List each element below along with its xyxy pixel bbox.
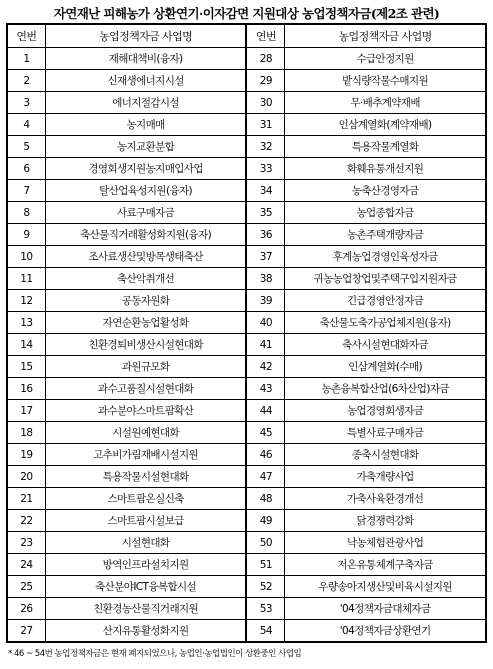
row-number-cell: 3 xyxy=(7,92,45,114)
row-number-cell: 8 xyxy=(7,202,45,224)
fund-name-cell: 농업종합자금 xyxy=(285,202,486,224)
table-row xyxy=(7,202,486,224)
fund-name-cell: 긴급경영안정자금 xyxy=(285,290,486,312)
fund-name-cell: 수급안정지원 xyxy=(285,48,486,70)
row-number-cell: 22 xyxy=(7,510,45,532)
table-row xyxy=(7,180,486,202)
fund-name-cell: 과수분야스마트팜확산 xyxy=(45,400,246,422)
row-number-cell: 9 xyxy=(7,224,45,246)
table-row xyxy=(7,48,486,70)
row-number-cell: 43 xyxy=(246,378,284,400)
row-number-cell: 44 xyxy=(246,400,284,422)
row-number-cell: 29 xyxy=(246,70,284,92)
fund-name-cell: 탈산업육성지원(융자) xyxy=(45,180,246,202)
fund-name-cell: 스마트팜시설보급 xyxy=(45,510,246,532)
fund-name-cell: 종축시설현대화 xyxy=(285,444,486,466)
row-number-cell: 27 xyxy=(7,620,45,643)
row-number-cell: 13 xyxy=(7,312,45,334)
row-number-cell: 16 xyxy=(7,378,45,400)
fund-name-cell: 귀농농업창업및주택구입지원자금 xyxy=(285,268,486,290)
fund-name-cell: 축사시설현대화자금 xyxy=(285,334,486,356)
row-number-cell: 6 xyxy=(7,158,45,180)
fund-name-cell: 고추비가림재배시설지원 xyxy=(45,444,246,466)
fund-name-cell: 저온유통체계구축자금 xyxy=(285,554,486,576)
fund-name-cell: 조사료생산및방목생태축산 xyxy=(45,246,246,268)
fund-name-cell: 과원규모화 xyxy=(45,356,246,378)
fund-name-cell: 후계농업경영인육성자금 xyxy=(285,246,486,268)
row-number-cell: 40 xyxy=(246,312,284,334)
fund-name-cell: 농촌주택개량자금 xyxy=(285,224,486,246)
row-number-cell: 17 xyxy=(7,400,45,422)
row-number-cell: 47 xyxy=(246,466,284,488)
row-number-cell: 2 xyxy=(7,70,45,92)
row-number-cell: 11 xyxy=(7,268,45,290)
table-row xyxy=(7,224,486,246)
row-number-cell: 28 xyxy=(246,48,284,70)
fund-name-cell: 인삼계열화(수매) xyxy=(285,356,486,378)
fund-name-cell: '04정책자금대체자금 xyxy=(285,598,486,620)
table-row xyxy=(7,268,486,290)
fund-name-cell: 축산악취개선 xyxy=(45,268,246,290)
row-number-cell: 15 xyxy=(7,356,45,378)
table-row xyxy=(7,136,486,158)
fund-name-cell: 화훼유통개선지원 xyxy=(285,158,486,180)
row-number-cell: 45 xyxy=(246,422,284,444)
table-row xyxy=(7,554,486,576)
row-number-cell: 33 xyxy=(246,158,284,180)
table-row xyxy=(7,92,486,114)
fund-name-cell: 농지교환분합 xyxy=(45,136,246,158)
table-row xyxy=(7,422,486,444)
row-number-cell: 35 xyxy=(246,202,284,224)
table-row xyxy=(7,598,486,620)
fund-name-cell: 농축산경영자금 xyxy=(285,180,486,202)
fund-name-cell: 재해대책비(융자) xyxy=(45,48,246,70)
header-no-right: 연번 xyxy=(246,24,284,48)
table-row xyxy=(7,158,486,180)
row-number-cell: 50 xyxy=(246,532,284,554)
fund-name-cell: 우량송아지생산및비육시설지원 xyxy=(285,576,486,598)
fund-name-cell: 자연순환농업활성화 xyxy=(45,312,246,334)
fund-name-cell: 인삼계열화(계약재배) xyxy=(285,114,486,136)
fund-name-cell: 특별사료구매자금 xyxy=(285,422,486,444)
row-number-cell: 42 xyxy=(246,356,284,378)
row-number-cell: 19 xyxy=(7,444,45,466)
table-row xyxy=(7,378,486,400)
table-row xyxy=(7,532,486,554)
table-header-row xyxy=(7,24,486,48)
header-name-left: 농업정책자금 사업명 xyxy=(45,24,246,48)
row-number-cell: 48 xyxy=(246,488,284,510)
fund-name-cell: 시설원예현대화 xyxy=(45,422,246,444)
header-no-left: 연번 xyxy=(7,24,45,48)
fund-name-cell: 무·배추계약재배 xyxy=(285,92,486,114)
footnote: * 46 ~ 54번 농업정책자금은 현재 폐지되었으나, 농업인·농업법인이 상환중인 사업임 xyxy=(8,649,302,659)
row-number-cell: 12 xyxy=(7,290,45,312)
fund-name-cell: 에너지절감시설 xyxy=(45,92,246,114)
table-row xyxy=(7,620,486,643)
fund-name-cell: 과수고품질시설현대화 xyxy=(45,378,246,400)
row-number-cell: 24 xyxy=(7,554,45,576)
table-row xyxy=(7,290,486,312)
row-number-cell: 37 xyxy=(246,246,284,268)
fund-name-cell: 밭식량작물수매지원 xyxy=(285,70,486,92)
row-number-cell: 30 xyxy=(246,92,284,114)
row-number-cell: 41 xyxy=(246,334,284,356)
fund-name-cell: 축산물도축가공업체지원(융자) xyxy=(285,312,486,334)
row-number-cell: 25 xyxy=(7,576,45,598)
row-number-cell: 49 xyxy=(246,510,284,532)
fund-name-cell: 농업경영회생자금 xyxy=(285,400,486,422)
fund-name-cell: 낙농체험관광사업 xyxy=(285,532,486,554)
row-number-cell: 23 xyxy=(7,532,45,554)
fund-name-cell: 닭경쟁력강화 xyxy=(285,510,486,532)
table-row xyxy=(7,246,486,268)
table-row xyxy=(7,400,486,422)
row-number-cell: 26 xyxy=(7,598,45,620)
row-number-cell: 32 xyxy=(246,136,284,158)
table-row xyxy=(7,356,486,378)
table-row xyxy=(7,466,486,488)
fund-name-cell: 친환경농산물직거래지원 xyxy=(45,598,246,620)
row-number-cell: 18 xyxy=(7,422,45,444)
fund-name-cell: 사료구매자금 xyxy=(45,202,246,224)
row-number-cell: 1 xyxy=(7,48,45,70)
fund-name-cell: 경영회생지원농지매입사업 xyxy=(45,158,246,180)
table-row xyxy=(7,444,486,466)
fund-name-cell: 축산분야ICT융복합시설 xyxy=(45,576,246,598)
row-number-cell: 38 xyxy=(246,268,284,290)
fund-name-cell: 농촌융복합산업(6차산업)자금 xyxy=(285,378,486,400)
fund-name-cell: 가축개량사업 xyxy=(285,466,486,488)
row-number-cell: 10 xyxy=(7,246,45,268)
row-number-cell: 34 xyxy=(246,180,284,202)
header-name-right: 농업정책자금 사업명 xyxy=(285,24,486,48)
row-number-cell: 14 xyxy=(7,334,45,356)
fund-name-cell: 공동자원화 xyxy=(45,290,246,312)
fund-name-cell: 친환경퇴비생산시설현대화 xyxy=(45,334,246,356)
fund-name-cell: 산지유통활성화지원 xyxy=(45,620,246,643)
page-title: 자연재난 피해농가 상환연기·이자감면 지원대상 농업정책자금(제2조 관련) xyxy=(53,6,440,21)
row-number-cell: 31 xyxy=(246,114,284,136)
policy-fund-table xyxy=(6,23,487,643)
row-number-cell: 54 xyxy=(246,620,284,643)
fund-name-cell: 방역인프라설치지원 xyxy=(45,554,246,576)
fund-name-cell: 특용작물시설현대화 xyxy=(45,466,246,488)
row-number-cell: 46 xyxy=(246,444,284,466)
row-number-cell: 4 xyxy=(7,114,45,136)
fund-name-cell: '04정책자금상환연기 xyxy=(285,620,486,643)
row-number-cell: 39 xyxy=(246,290,284,312)
fund-name-cell: 스마트팜온실신축 xyxy=(45,488,246,510)
row-number-cell: 53 xyxy=(246,598,284,620)
row-number-cell: 20 xyxy=(7,466,45,488)
table-row xyxy=(7,70,486,92)
fund-name-cell: 시설현대화 xyxy=(45,532,246,554)
row-number-cell: 7 xyxy=(7,180,45,202)
table-body xyxy=(7,48,486,643)
table-row xyxy=(7,334,486,356)
row-number-cell: 21 xyxy=(7,488,45,510)
fund-name-cell: 농지매매 xyxy=(45,114,246,136)
fund-name-cell: 신재생에너지시설 xyxy=(45,70,246,92)
row-number-cell: 52 xyxy=(246,576,284,598)
row-number-cell: 51 xyxy=(246,554,284,576)
fund-name-cell: 특용작물계열화 xyxy=(285,136,486,158)
fund-name-cell: 축산물직거래활성화지원(융자) xyxy=(45,224,246,246)
row-number-cell: 5 xyxy=(7,136,45,158)
row-number-cell: 36 xyxy=(246,224,284,246)
table-row xyxy=(7,488,486,510)
table-row xyxy=(7,576,486,598)
table-row xyxy=(7,312,486,334)
table-row xyxy=(7,114,486,136)
table-row xyxy=(7,510,486,532)
fund-name-cell: 가축사육환경개선 xyxy=(285,488,486,510)
